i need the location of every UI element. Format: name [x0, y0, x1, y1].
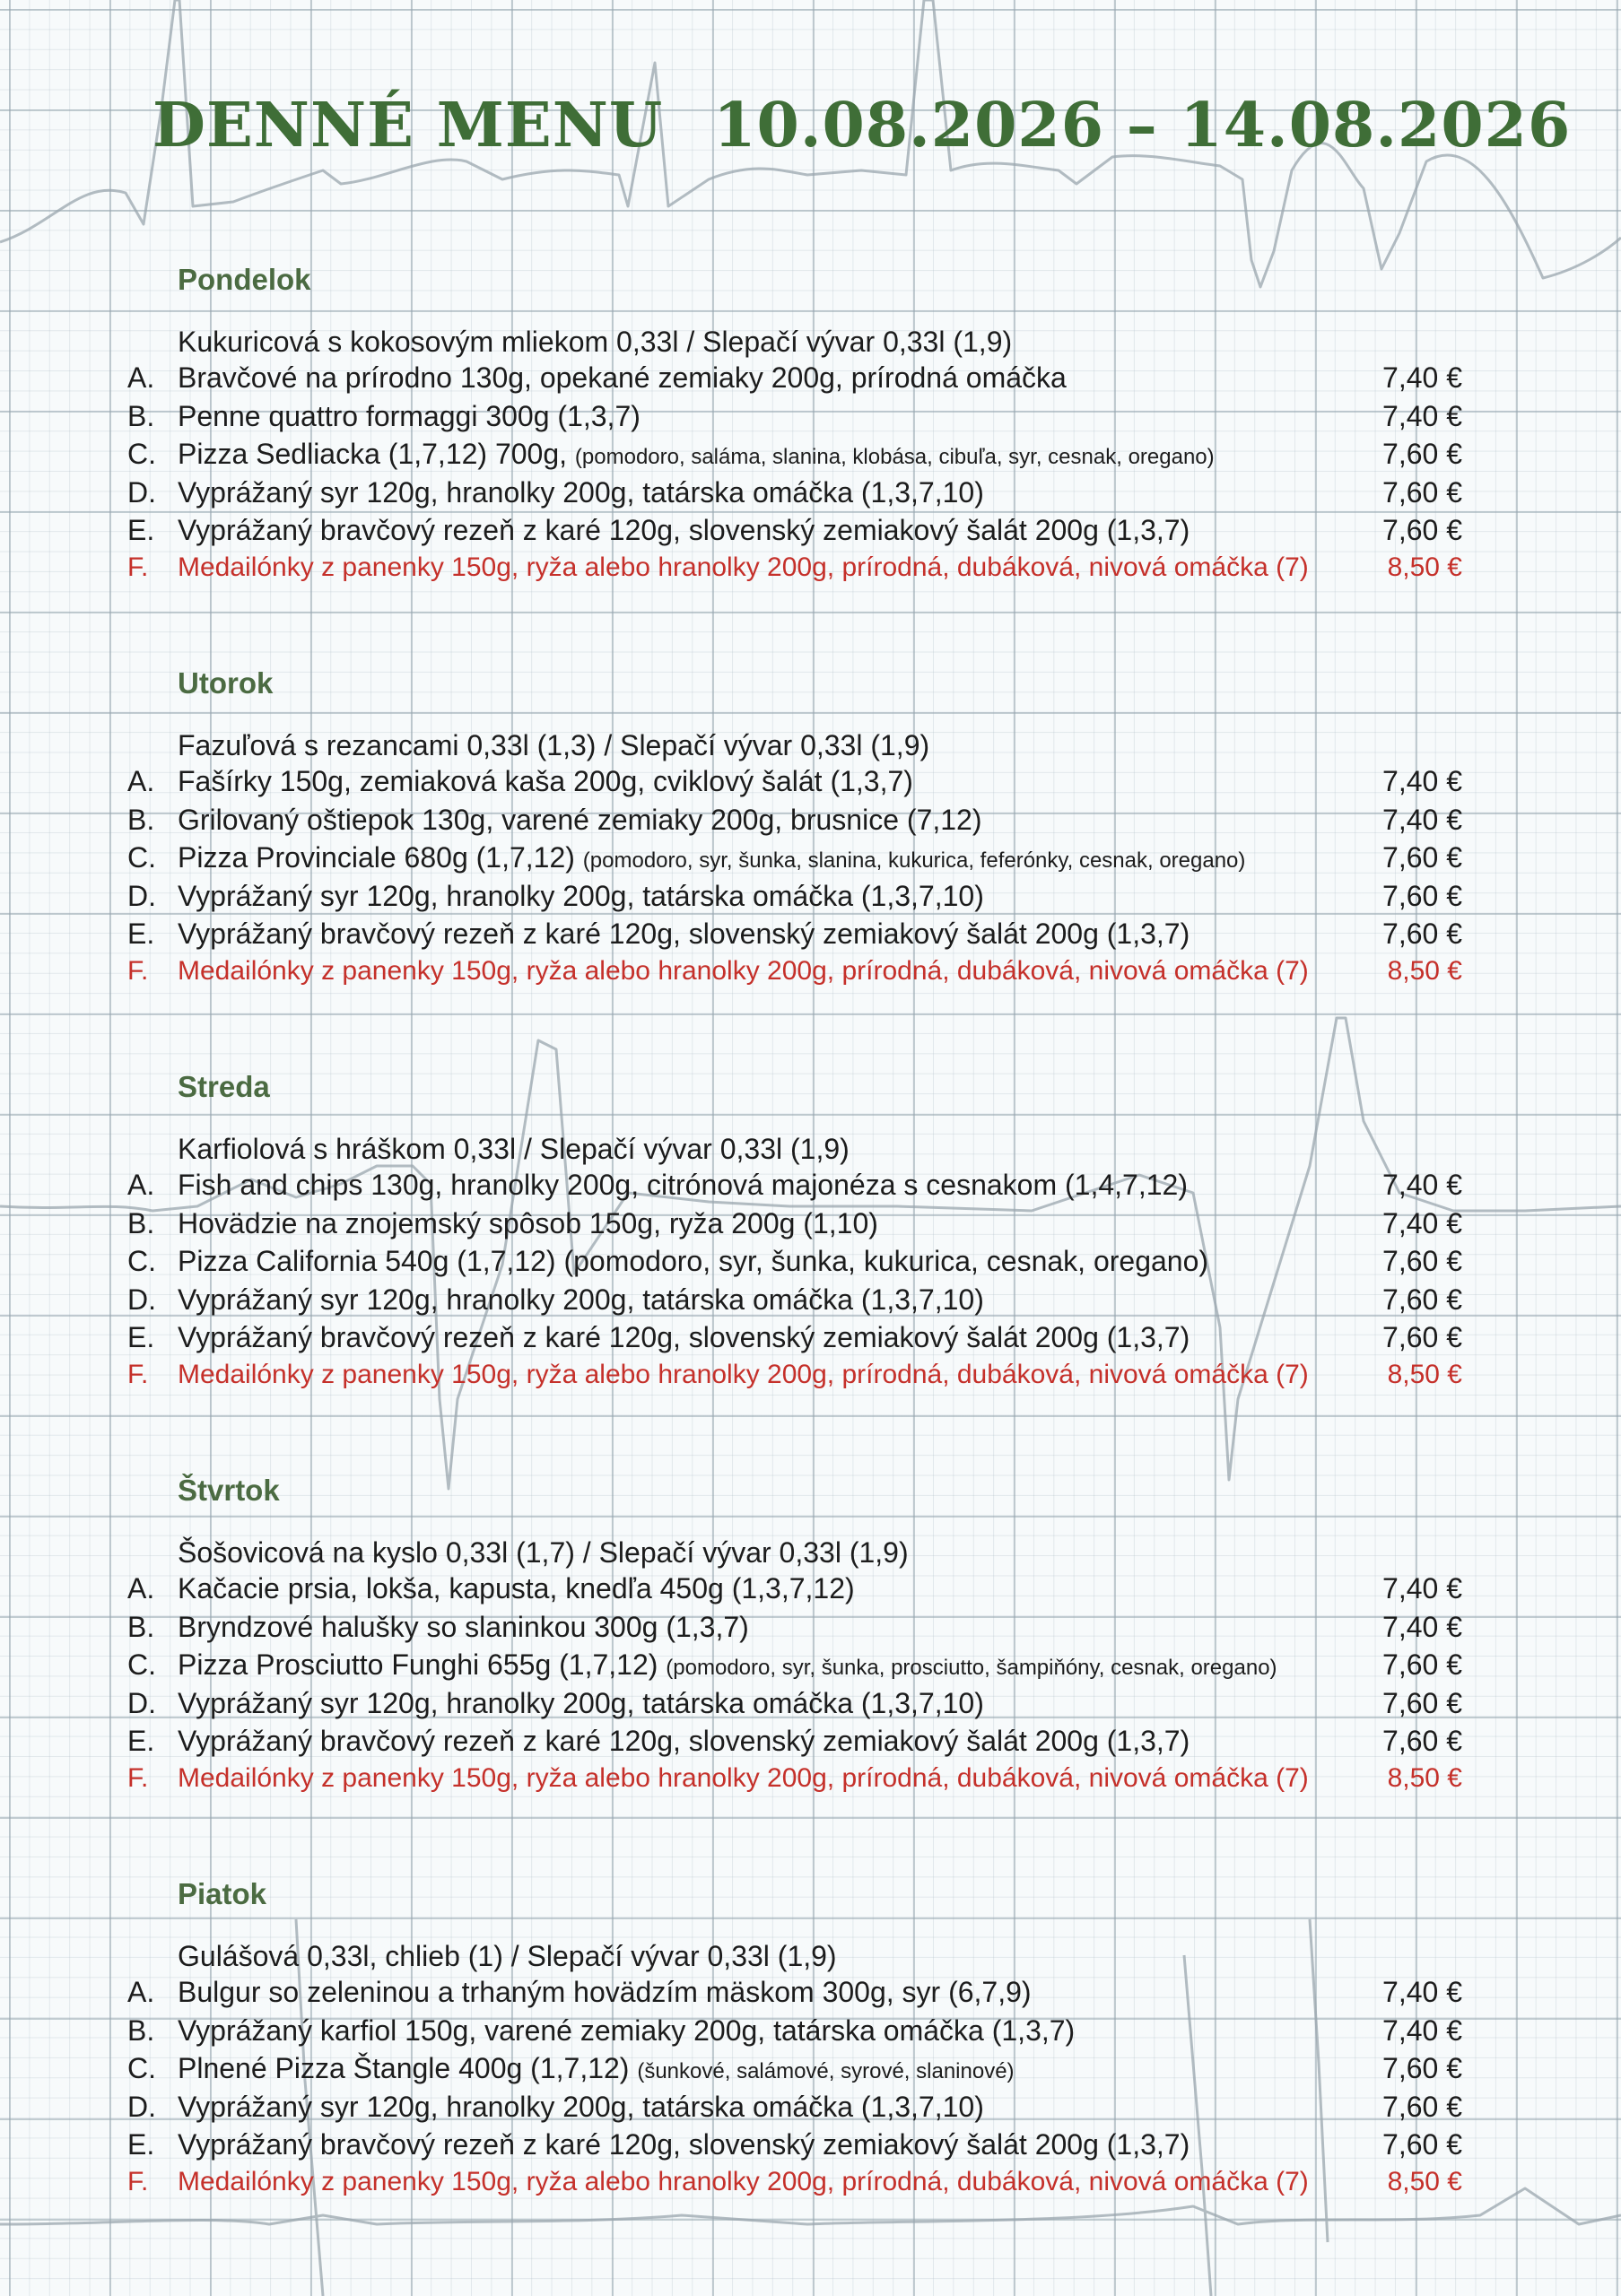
menu-item-description: [178, 1207, 878, 1240]
menu-item-row: [0, 2167, 1621, 2205]
menu-title: [153, 90, 1572, 161]
menu-item-price: 7,60 €: [1382, 438, 1462, 470]
menu-item-letter: C.: [127, 2052, 156, 2084]
menu-item-letter: C.: [127, 1648, 156, 1681]
menu-item-description: [178, 552, 1309, 583]
menu-item-letter: D.: [127, 476, 156, 509]
day-section: [0, 1474, 1621, 1850]
menu-item-row: [0, 804, 1621, 841]
menu-item-letter: D.: [127, 1687, 156, 1719]
menu-item-price: 8,50 €: [1387, 2167, 1462, 2196]
menu-item-letter: E.: [127, 1321, 155, 1353]
day-name: Utorok: [178, 666, 274, 700]
menu-date-range: 10.08.2026 – 14.08.2026: [713, 90, 1572, 161]
menu-item-ingredients: (pomodoro, saláma, slanina, klobása, cibuľa, syr, cesnak, oregano): [574, 445, 1215, 469]
menu-item-letter: F.: [127, 1763, 149, 1793]
menu-item-row: [0, 361, 1621, 399]
menu-item-row: [0, 1725, 1621, 1762]
menu-item-row: [0, 1611, 1621, 1648]
menu-item-row: [0, 514, 1621, 552]
menu-item-description: [178, 400, 641, 433]
menu-item-row: [0, 438, 1621, 475]
menu-item-ingredients: (pomodoro, syr, šunka, slanina, kukurica, feferónky, cesnak, oregano): [582, 848, 1246, 873]
soup-line: Šošovicová na kyslo 0,33l (1,7) / Slepačí vývar 0,33l (1,9): [178, 1536, 909, 1569]
menu-item-text: Hovädzie na znojemský spôsob 150g, ryža 200g (1,10): [178, 1207, 878, 1239]
menu-item-text: Grilovaný oštiepok 130g, varené zemiaky 200g, brusnice (7,12): [178, 804, 982, 836]
menu-item-description: [178, 1725, 1190, 1758]
menu-item-row: [0, 841, 1621, 879]
menu-item-row: [0, 1283, 1621, 1321]
menu-item-price: 7,40 €: [1382, 400, 1462, 432]
menu-item-text: Medailónky z panenky 150g, ryža alebo hranolky 200g, prírodná, dubáková, nivová omáčka (7): [178, 1360, 1309, 1389]
menu-item-text: Pizza Provinciale 680g (1,7,12): [178, 841, 583, 874]
menu-item-text: Fašírky 150g, zemiaková kaša 200g, cviklový šalát (1,3,7): [178, 765, 913, 797]
menu-item-row: [0, 1245, 1621, 1283]
menu-item-text: Vyprážaný bravčový rezeň z karé 120g, slovenský zemiakový šalát 200g (1,3,7): [178, 918, 1190, 950]
menu-item-description: [178, 956, 1309, 987]
menu-item-description: [178, 1572, 855, 1605]
day-section: [0, 1070, 1621, 1447]
menu-item-letter: C.: [127, 1245, 156, 1277]
menu-item-price: 7,40 €: [1382, 1207, 1462, 1239]
menu-item-text: Bryndzové halušky so slaninkou 300g (1,3,7): [178, 1611, 749, 1643]
day-section: [0, 666, 1621, 1043]
soup-line: Fazuľová s rezancami 0,33l (1,3) / Slepačí vývar 0,33l (1,9): [178, 729, 930, 761]
menu-item-letter: B.: [127, 1207, 155, 1239]
menu-item-description: [178, 1169, 1188, 1202]
menu-item-row: [0, 1687, 1621, 1725]
menu-item-price: 8,50 €: [1387, 1763, 1462, 1793]
menu-item-description: [178, 2052, 1015, 2085]
menu-item-letter: A.: [127, 361, 155, 394]
menu-item-letter: C.: [127, 438, 156, 470]
menu-item-row: [0, 476, 1621, 514]
menu-item-letter: B.: [127, 2014, 155, 2047]
menu-item-ingredients: (šunkové, salámové, syrové, slaninové): [637, 2059, 1015, 2083]
menu-item-text: Medailónky z panenky 150g, ryža alebo hranolky 200g, prírodná, dubáková, nivová omáčka (7): [178, 956, 1309, 986]
day-section: [0, 1877, 1621, 2254]
menu-item-text: Vyprážaný bravčový rezeň z karé 120g, slovenský zemiakový šalát 200g (1,3,7): [178, 2128, 1190, 2161]
menu-item-price: 7,60 €: [1382, 2052, 1462, 2084]
menu-item-text: Kačacie prsia, lokša, kapusta, knedľa 450g (1,3,7,12): [178, 1572, 855, 1605]
menu-item-price: 7,60 €: [1382, 1725, 1462, 1757]
menu-item-text: Vyprážaný bravčový rezeň z karé 120g, slovenský zemiakový šalát 200g (1,3,7): [178, 514, 1190, 546]
menu-item-price: 8,50 €: [1387, 1360, 1462, 1389]
menu-item-text: Bravčové na prírodno 130g, opekané zemiaky 200g, prírodná omáčka: [178, 361, 1067, 394]
menu-item-letter: A.: [127, 1976, 155, 2008]
menu-item-letter: D.: [127, 880, 156, 912]
menu-item-row: [0, 552, 1621, 590]
menu-item-price: 7,60 €: [1382, 1283, 1462, 1316]
menu-item-letter: E.: [127, 1725, 155, 1757]
menu-item-description: [178, 1611, 749, 1644]
menu-item-price: 7,60 €: [1382, 841, 1462, 874]
menu-item-description: [178, 438, 1215, 471]
menu-item-text: Pizza Sedliacka (1,7,12) 700g,: [178, 438, 575, 470]
menu-item-price: 7,40 €: [1382, 1976, 1462, 2008]
menu-item-letter: A.: [127, 1169, 155, 1201]
menu-item-letter: A.: [127, 765, 155, 797]
menu-item-text: Fish and chips 130g, hranolky 200g, citrónová majonéza s cesnakom (1,4,7,12): [178, 1169, 1188, 1201]
menu-item-description: [178, 2091, 984, 2124]
menu-item-row: [0, 956, 1621, 994]
menu-item-description: [178, 841, 1245, 874]
menu-item-price: 7,40 €: [1382, 361, 1462, 394]
menu-item-text: Plnené Pizza Štangle 400g (1,7,12): [178, 2052, 638, 2084]
menu-item-price: 7,40 €: [1382, 804, 1462, 836]
menu-item-text: Pizza California 540g (1,7,12) (pomodoro, syr, šunka, kukurica, cesnak, oregano): [178, 1245, 1209, 1277]
menu-item-text: Bulgur so zeleninou a trhaným hovädzím mäskom 300g, syr (6,7,9): [178, 1976, 1032, 2008]
menu-item-row: [0, 880, 1621, 918]
menu-item-text: Vyprážaný bravčový rezeň z karé 120g, slovenský zemiakový šalát 200g (1,3,7): [178, 1321, 1190, 1353]
menu-item-text: Vyprážaný syr 120g, hranolky 200g, tatárska omáčka (1,3,7,10): [178, 1687, 984, 1719]
menu-item-description: [178, 1245, 1208, 1278]
menu-item-letter: E.: [127, 514, 155, 546]
menu-item-price: 7,60 €: [1382, 1245, 1462, 1277]
menu-item-row: [0, 1321, 1621, 1359]
menu-item-price: 8,50 €: [1387, 552, 1462, 582]
menu-item-row: [0, 2052, 1621, 2090]
menu-item-text: Vyprážaný syr 120g, hranolky 200g, tatárska omáčka (1,3,7,10): [178, 880, 984, 912]
menu-item-price: 7,60 €: [1382, 1648, 1462, 1681]
menu-item-price: 8,50 €: [1387, 956, 1462, 986]
soup-line: Kukuricová s kokosovým mliekom 0,33l / Slepačí vývar 0,33l (1,9): [178, 326, 1013, 358]
menu-item-description: [178, 804, 981, 837]
menu-item-text: Medailónky z panenky 150g, ryža alebo hranolky 200g, prírodná, dubáková, nivová omáčka (7): [178, 2167, 1309, 2196]
day-name: Piatok: [178, 1877, 267, 1910]
menu-item-price: 7,40 €: [1382, 2014, 1462, 2047]
menu-item-row: [0, 1976, 1621, 2013]
menu-item-letter: B.: [127, 804, 155, 836]
menu-item-row: [0, 2014, 1621, 2052]
menu-item-price: 7,40 €: [1382, 1611, 1462, 1643]
menu-item-text: Vyprážaný karfiol 150g, varené zemiaky 200g, tatárska omáčka (1,3,7): [178, 2014, 1076, 2047]
menu-item-description: [178, 880, 984, 913]
menu-item-text: Vyprážaný syr 120g, hranolky 200g, tatárska omáčka (1,3,7,10): [178, 476, 984, 509]
menu-item-description: [178, 765, 913, 798]
menu-item-description: [178, 1360, 1309, 1390]
menu-item-description: [178, 1763, 1309, 1794]
menu-item-letter: A.: [127, 1572, 155, 1605]
menu-item-description: [178, 1283, 984, 1317]
menu-item-letter: B.: [127, 1611, 155, 1643]
menu-item-price: 7,40 €: [1382, 765, 1462, 797]
menu-item-price: 7,60 €: [1382, 880, 1462, 912]
menu-item-letter: E.: [127, 2128, 155, 2161]
menu-item-description: [178, 2128, 1190, 2161]
menu-item-row: [0, 1207, 1621, 1245]
menu-item-description: [178, 2014, 1075, 2048]
menu-item-letter: C.: [127, 841, 156, 874]
menu-item-description: [178, 514, 1190, 547]
day-section: [0, 263, 1621, 639]
menu-item-price: 7,60 €: [1382, 2091, 1462, 2123]
menu-item-text: Medailónky z panenky 150g, ryža alebo hranolky 200g, prírodná, dubáková, nivová omáčka (7): [178, 1763, 1309, 1793]
menu-item-text: Medailónky z panenky 150g, ryža alebo hranolky 200g, prírodná, dubáková, nivová omáčka (7): [178, 552, 1309, 582]
menu-item-ingredients: (pomodoro, syr, šunka, prosciutto, šampiňóny, cesnak, oregano): [666, 1656, 1277, 1680]
menu-item-description: [178, 1976, 1032, 2009]
day-name: Streda: [178, 1070, 270, 1103]
menu-item-row: [0, 918, 1621, 955]
menu-item-row: [0, 1572, 1621, 1610]
menu-item-letter: E.: [127, 918, 155, 950]
menu-item-price: 7,60 €: [1382, 1687, 1462, 1719]
day-name: Pondelok: [178, 263, 311, 296]
menu-item-letter: F.: [127, 1360, 149, 1389]
menu-item-row: [0, 1763, 1621, 1801]
menu-item-description: [178, 918, 1190, 951]
menu-item-description: [178, 1321, 1190, 1354]
menu-item-text: Pizza Prosciutto Funghi 655g (1,7,12): [178, 1648, 667, 1681]
menu-item-row: [0, 2128, 1621, 2166]
menu-item-description: [178, 1687, 984, 1720]
menu-item-text: Penne quattro formaggi 300g (1,3,7): [178, 400, 641, 432]
menu-item-row: [0, 765, 1621, 803]
menu-item-letter: F.: [127, 2167, 149, 2196]
menu-item-row: [0, 1360, 1621, 1397]
menu-item-price: 7,60 €: [1382, 476, 1462, 509]
menu-item-price: 7,60 €: [1382, 918, 1462, 950]
menu-item-text: Vyprážaný bravčový rezeň z karé 120g, slovenský zemiakový šalát 200g (1,3,7): [178, 1725, 1190, 1757]
menu-item-row: [0, 1648, 1621, 1686]
soup-line: Karfiolová s hráškom 0,33l / Slepačí vývar 0,33l (1,9): [178, 1133, 850, 1165]
menu-item-price: 7,40 €: [1382, 1572, 1462, 1605]
menu-item-row: [0, 2091, 1621, 2128]
menu-item-text: Vyprážaný syr 120g, hranolky 200g, tatárska omáčka (1,3,7,10): [178, 2091, 984, 2123]
soup-line: Gulášová 0,33l, chlieb (1) / Slepačí vývar 0,33l (1,9): [178, 1940, 837, 1972]
menu-item-price: 7,60 €: [1382, 1321, 1462, 1353]
menu-item-price: 7,60 €: [1382, 2128, 1462, 2161]
menu-title-main: DENNÉ MENU: [153, 90, 664, 161]
menu-item-row: [0, 400, 1621, 438]
menu-item-letter: F.: [127, 552, 149, 582]
menu-item-letter: B.: [127, 400, 155, 432]
menu-item-row: [0, 1169, 1621, 1206]
menu-item-price: 7,40 €: [1382, 1169, 1462, 1201]
menu-item-letter: D.: [127, 1283, 156, 1316]
menu-item-text: Vyprážaný syr 120g, hranolky 200g, tatárska omáčka (1,3,7,10): [178, 1283, 984, 1316]
menu-item-letter: D.: [127, 2091, 156, 2123]
menu-item-description: [178, 1648, 1277, 1682]
menu-item-description: [178, 476, 984, 509]
menu-item-letter: F.: [127, 956, 149, 986]
menu-item-description: [178, 361, 1067, 395]
day-name: Štvrtok: [178, 1474, 280, 1507]
menu-item-description: [178, 2167, 1309, 2197]
menu-item-price: 7,60 €: [1382, 514, 1462, 546]
